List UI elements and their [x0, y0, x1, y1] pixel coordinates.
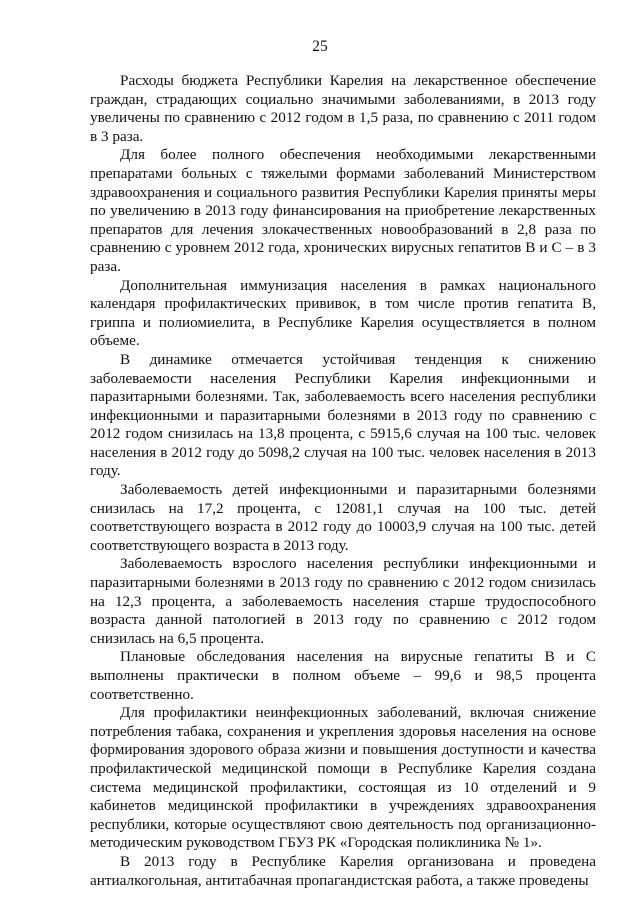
- paragraph-children-morbidity: Заболеваемость детей инфекционными и паразитарными болезнями снизилась на 17,2 процента, с 12081,1 случая на 100 тыс. детей соответствующего возраста в 2012 году до 10003,9 случая на 100 тыс. детей соответствующего возраста в 2013 году.: [90, 481, 596, 554]
- paragraph-drug-budget: Расходы бюджета Республики Карелия на лекарственное обеспечение граждан, страдающих социально значимыми заболеваниями, в 2013 году увеличены по сравнению с 2012 годом в 1,5 раза, по сравнению с 2011 годом в 3 раза.: [90, 72, 596, 145]
- paragraph-infection-dynamics: В динамике отмечается устойчивая тенденция к снижению заболеваемости населения Республики Карелия инфекционными и паразитарными болезнями. Так, заболеваемость всего населения республики инфекционными и паразитарными болезнями в 2013 году по сравнению с 2012 годом снизилась на 13,8 процента, с 5915,6 случая на 100 тыс. человек населения в 2012 году до 5098,2 случая на 100 тыс. человек населения в 2013 году.: [90, 350, 596, 480]
- paragraph-adult-morbidity: Заболеваемость взрослого населения республики инфекционными и паразитарными болезнями в 2013 году по сравнению с 2012 годом снизилась на 12,3 процента, а заболеваемость населения старше трудоспособного возраста данной патологией в 2013 году по сравнению с 2012 годом снизилась на 6,5 процента.: [90, 555, 596, 647]
- paragraph-anti-alcohol-work: В 2013 году в Республике Карелия организована и проведена антиалкогольная, антитабачная пропагандистская работа, а также проведены: [90, 852, 596, 889]
- paragraph-immunization: Дополнительная иммунизация населения в рамках национального календаря профилактических прививок, в том числе против гепатита В, гриппа и полиомиелита, в Республике Карелия осуществляется в полном объеме.: [90, 276, 596, 350]
- paragraph-hepatitis-screening: Плановые обследования населения на вирусные гепатиты В и С выполнены практически в полном объеме – 99,6 и 98,5 процента соответственно.: [90, 648, 596, 703]
- paragraph-drug-financing: Для более полного обеспечения необходимыми лекарственными препаратами больных с тяжелыми формами заболеваний Министерством здравоохранения и социального развития Республики Карелия приняты меры по увеличению в 2013 году финансирования на приобретение лекарственных препаратов для лечения злокачественных новообразований в 2,8 раза по сравнению с уровнем 2012 года, хронических вирусных гепатитов В и С – в 3 раза.: [90, 146, 596, 275]
- body-text: [90, 72, 596, 890]
- paragraph-prevention-system: Для профилактики неинфекционных заболеваний, включая снижение потребления табака, сохранения и укрепления здоровья населения на основе формирования здорового образа жизни и повышения доступности и качества профилактической медицинской помощи в Республике Карелия создана система медицинской профилактики, состоящая из 10 отделений и 9 кабинетов медицинской профилактики в учреждениях здравоохранения республики, которые осуществляют свою деятельность под организационно-методическим руководством ГБУЗ РК «Городская поликлиника № 1».: [90, 704, 596, 852]
- page-number: 25: [312, 38, 328, 55]
